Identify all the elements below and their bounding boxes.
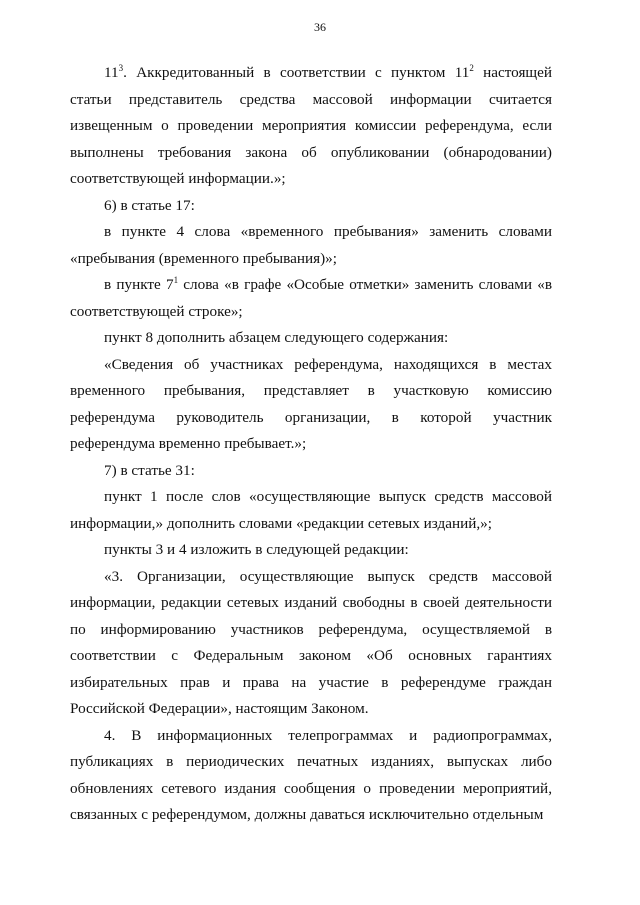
point-text-after: слова «в графе «Особые отметки» заменить словами «в соответствующей строке»; [70,276,553,320]
paragraph-11-3 [70,60,552,193]
paragraph-article-17: 6) в статье 17: [104,196,195,214]
document-body [70,60,552,829]
paragraph-points-3-4: пункты 3 и 4 изложить в следующей редакции: [104,541,409,558]
paragraph-new-point-3: «3. Организации, осуществляющие выпуск средств массовой информации, редакции сетевых изданий свободны в своей деятельности по информированию участников референдума, осуществляемой в соответствии с Федеральным законом «Об основных гарантиях избирательных прав и права на участие в референдуме граждан Российской Федерации», настоящим Законом. [70,567,552,717]
clause-superscript: 3 [118,63,124,73]
paragraph-article-31: 7) в статье 31: [104,461,195,479]
point-superscript: 1 [173,275,179,285]
paragraph-point-8: пункт 8 дополнить абзацем следующего содержания: [104,329,449,346]
page-number: 36 [314,20,326,34]
reference-superscript: 2 [469,63,474,73]
paragraph-point-1: пункт 1 после слов «осуществляющие выпуск средств массовой информации,» дополнить словами «редакции сетевых изданий,»; [70,488,552,532]
clause-text-part: . Аккредитованный в соответствии с пунктом 11 [123,64,470,81]
paragraph-point-7-1 [70,272,552,325]
paragraph-new-point-4: 4. В информационных телепрограммах и радиопрограммах, публикациях в периодических печатных изданиях, выпусках либо обновлениях сетевого издания сообщения о проведении мероприятий, связанных с референдумом, должны даваться исключительно отдельным [70,726,552,823]
clause-text-rest: настоящей статьи представитель средства массовой информации считается извещенным о проведении мероприятия комиссии референдума, если выполнены требования закона об опубликовании (обнародовании) соответствующей информации.»; [70,64,552,187]
clause-number: 11 [104,64,119,81]
paragraph-quote-participants: «Сведения об участниках референдума, находящихся в местах временного пребывания, представляет в участковую комиссию референдума руководитель организации, в которой участник референдума временно пребывает.»; [70,355,552,452]
point-text-before: в пункте 7 [104,276,174,293]
paragraph-point-4: в пункте 4 слова «временного пребывания» заменить словами «пребывания (временного пребывания)»; [70,223,552,267]
